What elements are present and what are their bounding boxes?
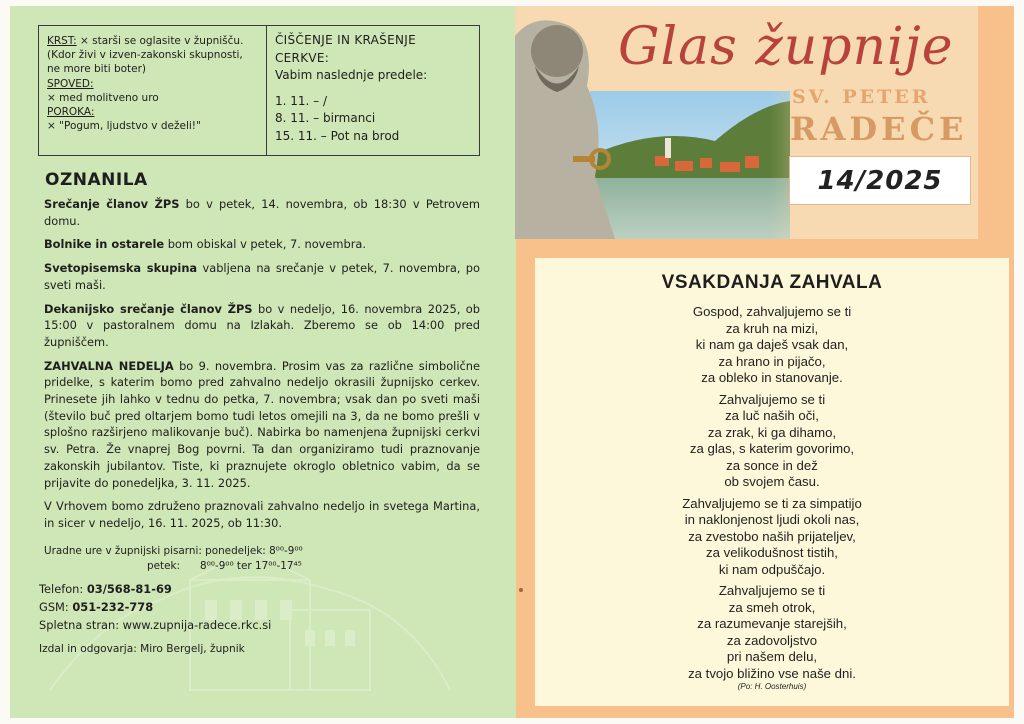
cleaning-cell: ČIŠČENJE IN KRAŠENJE CERKVE: Vabim naslednje predele: 1. 11. – / 8. 11. – birmanci 15. 11. – Pot na brod: [267, 26, 479, 155]
cleaning-row: 8. 11. – birmanci: [275, 111, 376, 125]
bullet-icon: ×: [47, 91, 56, 104]
parish-name: SV. PETER: [792, 86, 931, 108]
sacraments-cell: KRST: × starši se oglasite v župnišču. (Kdor živi v izven-zakonski skupnosti, ne more biti boter) SPOVED: × med molitveno uro POROKA: × "Pogum, ljudstvo v deželi!": [39, 26, 267, 155]
fold-mark: [519, 588, 523, 592]
poem-stanza: Zahvaljujemo se ti za smeh otrok, za razumevanje starejših, za zadovoljstvo pri našem delu, za tvojo bližino vse naše dni.: [688, 583, 856, 681]
contacts: Telefon: 03/568-81-69 GSM: 051-232-778 Spletna stran: www.zupnija-radece.rkc.si: [39, 582, 272, 632]
cleaning-row: 15. 11. – Pot na brod: [275, 128, 400, 143]
announcement: Dekanijsko srečanje članov ŽPS bo v nedeljo, 16. novembra 2025, ob 15:00 v pastoralnem domu na Izlakah. Zberemo se ob 14:00 pred župniščem.: [44, 301, 480, 349]
poem-box: [535, 258, 1009, 706]
office-hours: Uradne ure v župnijski pisarni: ponedeljek: 8⁰⁰-9⁰⁰ petek: 8⁰⁰-9⁰⁰ ter 17⁰⁰-17⁴⁵: [44, 545, 303, 572]
announcements: [44, 196, 480, 539]
poem-stanza: Zahvaljujemo se ti za luč naših oči, za zrak, ki ga dihamo, za glas, s katerim govorimo, za sonce in dež ob svojem času.: [689, 391, 855, 489]
poem-stanza: Zahvaljujemo se ti za simpatijo in naklonjenost ljudi okoli nas, za zvestobo naših prijateljev, za velikodušnost tistih, ki nam odpuščajo.: [682, 495, 862, 577]
cleaning-row: 1. 11. – /: [275, 93, 328, 108]
poem-author: (Po: H. Oosterhuis): [737, 682, 807, 691]
bullet-icon: ×: [80, 35, 89, 47]
poem-title: VSAKDANJA ZAHVALA: [661, 272, 883, 293]
announcement: ZAHVALNA NEDELJA bo 9. novembra. Prosim vas za različne simbolične pridelke, s katerim bomo pred zahvalno nedeljo okrasili župnijsko cerkev. Prinesete jih lahko v tednu do petka, 7. novembra; vsak dan po sveti maši (število buč pred oltarjem bomo tudi letos omejili na 3, da ne bomo prešli v splošno razširjeno malikovanje buč). Nabirka bo namenjena župnijski cerkvi sv. Petra. Že vnaprej Bog povrni. Ta dan organiziramo tudi praznovanje zakonskih jubilantov. Tiste, ki praznujete okroglo obletnico vabim, da se prijavite do ponedeljka, 3. 11. 2025.: [44, 358, 480, 490]
oznanila-heading: OZNANILA: [45, 170, 148, 190]
phone-number: 03/568-81-69: [86, 582, 172, 596]
bullet-icon: ×: [47, 120, 56, 133]
publisher-line: Izdal in odgovarja: Miro Bergelj, župnik: [39, 643, 245, 655]
gsm-number: 051-232-778: [72, 600, 154, 614]
website: Spletna stran: www.zupnija-radece.rkc.si: [39, 618, 272, 632]
town-name: RADEČE: [790, 110, 968, 148]
announcement: Bolnike in ostarele bom obiskal v petek, 7. novembra.: [44, 237, 367, 252]
announcement: V Vrhovem bomo združeno praznovali zahvalno nedeljo in svetega Martina, in sicer v nedeljo, 16. 11. 2025, ob 11:30.: [44, 499, 480, 530]
issue-number: 14/2025: [789, 156, 971, 205]
announcement: Svetopisemska skupina vabljena na srečanje v petek, 7. novembra, po sveti maši.: [44, 261, 480, 292]
newsletter-title: Glas župnije: [618, 17, 954, 77]
announcement: Srečanje članov ŽPS bo v petek, 14. novembra, ob 18:30 v Petrovem domu.: [44, 197, 480, 228]
poem-stanza: Gospod, zahvaljujemo se ti za kruh na mizi, ki nam ga daješ vsak dan, za hrano in pijačo, za obleko in stanovanje.: [692, 304, 852, 385]
poem-text: [535, 304, 1009, 692]
info-table: [38, 25, 480, 156]
